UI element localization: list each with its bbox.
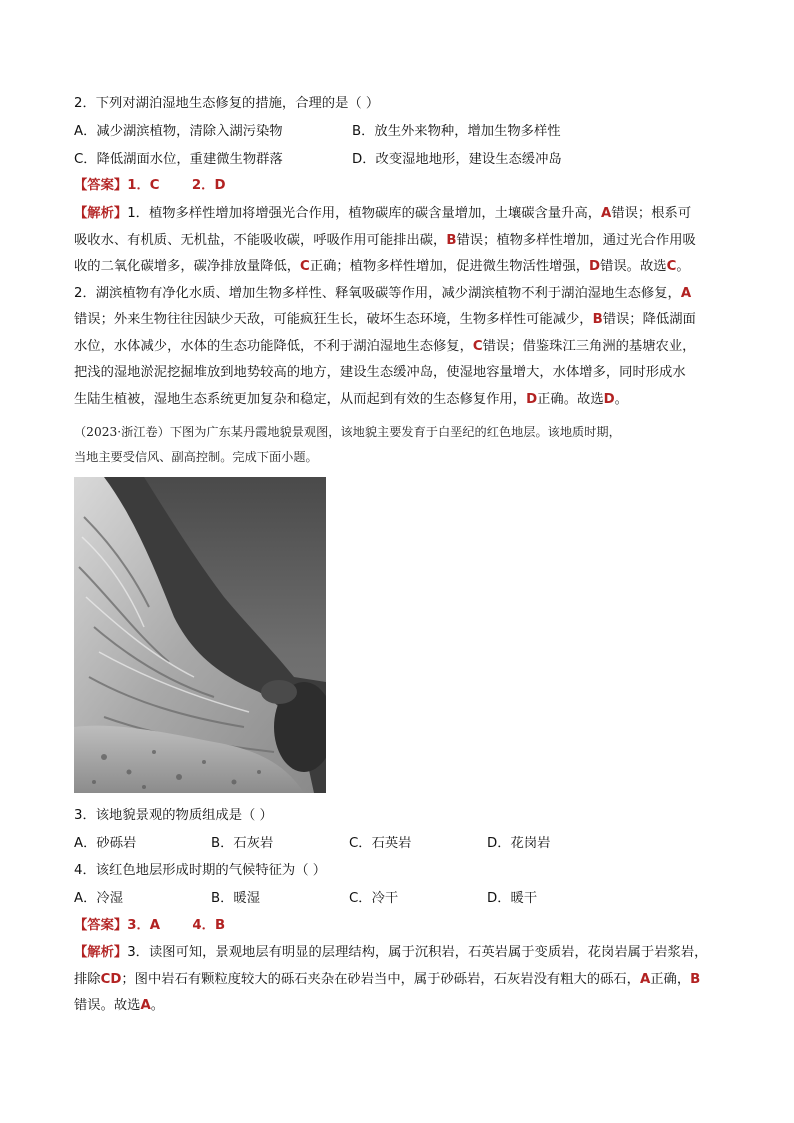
option-letter: A — [680, 285, 692, 301]
option-letter: A — [140, 998, 151, 1013]
analysis-text: 正确；植物多样性增加，促进微生物活性增强， — [309, 259, 590, 274]
answer-values: 1．C 2．D — [127, 178, 226, 193]
analysis-text: 水位，水体减少，水体的生态功能降低，不利于湖泊湿地生态修复， — [74, 338, 473, 354]
analysis-text: 正确， — [650, 971, 691, 987]
q2-option-b: B．放生外来物种，增加生物多样性 — [352, 124, 561, 139]
q3-option-b: B．石灰岩 — [211, 836, 274, 851]
analysis-text: 排除 — [74, 971, 101, 987]
analysis-text: 错误；借鉴珠江三角洲的基塘农业， — [482, 338, 696, 354]
analysis-line — [74, 233, 696, 249]
analysis-text: 把浅的湿地淤泥挖掘堆放到地势较高的地方，建设生态缓冲岛，使湿地容量增大，水体增多，同时形成水 — [74, 365, 686, 380]
answer-1 — [74, 178, 226, 194]
option-letter: D — [603, 391, 615, 407]
analysis-text: 生陆生植被，湿地生态系统更加复杂和稳定，从而起到有效的生态修复作用， — [74, 391, 527, 407]
answer-2 — [74, 918, 225, 934]
analysis-text: 错误；根系可 — [611, 206, 692, 221]
q4-option-a: A．冷湿 — [74, 891, 123, 906]
analysis-text: 错误；外来生物往往因缺少天敌，可能疯狂生长，破坏生态环境，生物多样性可能减少， — [74, 312, 593, 327]
option-letter: D — [589, 259, 601, 274]
q3-option-c: C．石英岩 — [349, 836, 412, 851]
analysis-text: 1．植物多样性增加将增强光合作用，植物碳库的碳含量增加，土壤碳含量升高， — [127, 206, 602, 221]
danxia-landscape-photo — [74, 477, 326, 793]
analysis-tag: 【解析】 — [74, 206, 128, 221]
analysis-text: 。 — [614, 391, 628, 407]
option-letter: B — [446, 232, 457, 248]
analysis-text: 正确。故选 — [537, 391, 604, 407]
intro-line-2: 当地主要受信风、副高控制。完成下面小题。 — [74, 450, 318, 464]
analysis-line — [74, 945, 707, 961]
analysis-text: 吸收水、有机质、无机盐，不能吸收碳，呼吸作用可能排出碳， — [74, 232, 447, 248]
option-letter: C — [300, 259, 310, 274]
analysis-line — [74, 365, 686, 381]
q3-option-a: A．砂砾岩 — [74, 836, 137, 851]
option-letter: A — [601, 206, 612, 221]
option-letter: D — [526, 391, 538, 407]
analysis-line — [74, 392, 628, 408]
analysis-line — [74, 312, 696, 328]
analysis-line — [74, 206, 691, 222]
analysis-line — [74, 339, 695, 355]
analysis-text: ；图中岩石有颗粒度较大的砾石夹杂在砂岩当中，属于砂砾岩，石灰岩没有粗大的砾石， — [121, 971, 640, 987]
answer-values: 3．A 4．B — [127, 918, 226, 933]
q4-option-d: D．暖干 — [487, 891, 538, 906]
q4-stem: 4．该红色地层形成时期的气候特征为（ ） — [74, 863, 327, 878]
analysis-text: 。 — [676, 259, 690, 274]
answer-tag: 【答案】 — [74, 918, 128, 933]
analysis-text: 2．湖滨植物有净化水质、增加生物多样性、释氧吸碳等作用，减少湖滨植物不利于湖泊湿地生态修复， — [74, 285, 681, 301]
option-letter: C — [666, 259, 677, 274]
q2-stem: 2．下列对湖泊湿地生态修复的措施，合理的是（ ） — [74, 96, 380, 111]
analysis-tag: 【解析】 — [74, 945, 128, 960]
q3-stem: 3．该地貌景观的物质组成是（ ） — [74, 808, 273, 823]
analysis-text: 错误；植物多样性增加，通过光合作用吸 — [456, 232, 696, 248]
q2-option-d: D．改变湿地地形，建设生态缓冲岛 — [352, 152, 562, 167]
q2-option-a: A．减少湖滨植物，清除入湖污染物 — [74, 124, 283, 139]
analysis-line — [74, 259, 690, 275]
analysis-text: 错误。故选 — [74, 998, 141, 1013]
q4-option-b: B．暖湿 — [211, 891, 261, 906]
option-letter: A — [639, 971, 651, 987]
intro-line-1: （2023·浙江卷）下图为广东某丹霞地貌景观图，该地貌主要发育于白垩纪的红色地层。该地质时期， — [74, 425, 621, 439]
analysis-text: 收的二氧化碳增多，碳净排放量降低， — [74, 259, 301, 274]
option-letter: B — [592, 312, 603, 327]
analysis-line — [74, 998, 164, 1014]
analysis-text: 。 — [150, 998, 165, 1013]
q3-option-d: D．花岗岩 — [487, 836, 551, 851]
q2-option-c: C．降低湖面水位，重建微生物群落 — [74, 152, 283, 167]
analysis-line — [74, 972, 700, 988]
answer-tag: 【答案】 — [74, 178, 128, 193]
analysis-line — [74, 286, 691, 302]
analysis-text: 错误。故选 — [600, 259, 667, 274]
option-letter: C — [472, 338, 483, 354]
option-letter: B — [690, 971, 701, 987]
option-letter: CD — [100, 971, 122, 987]
analysis-text: 错误；降低湖面 — [602, 312, 696, 327]
q4-option-c: C．冷干 — [349, 891, 399, 906]
analysis-text: 3．读图可知，景观地层有明显的层理结构，属于沉积岩，石英岩属于变质岩，花岗岩属于岩浆岩， — [127, 945, 708, 960]
